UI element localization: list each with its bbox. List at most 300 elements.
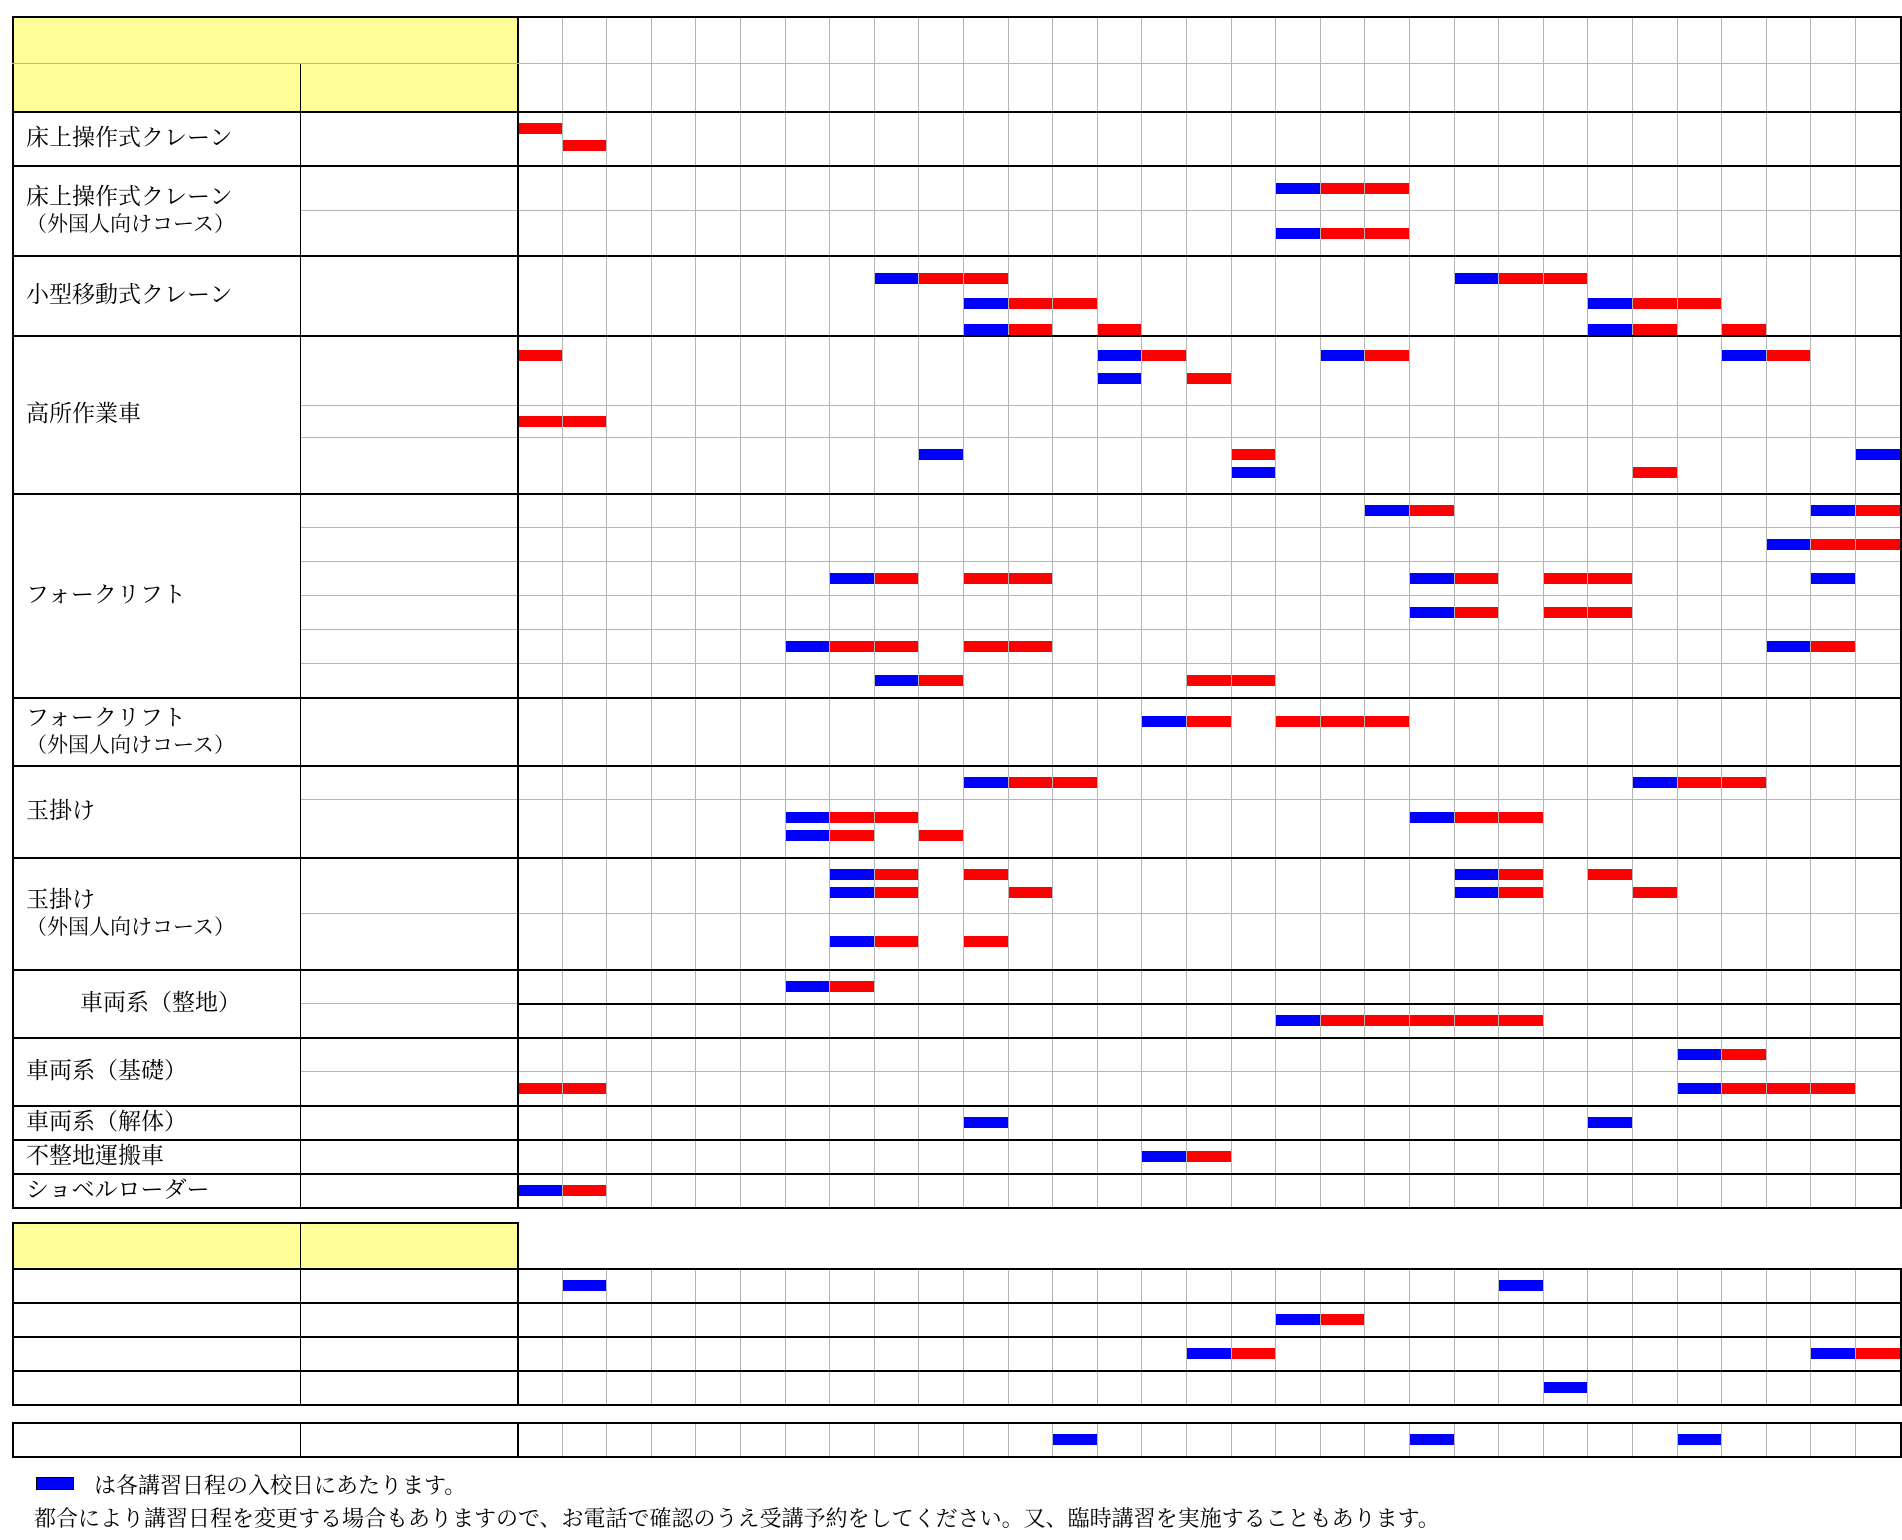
day-number [1052,16,1097,63]
group-border [12,335,1900,337]
weekday-label [1454,63,1499,111]
course-day-bar [1365,350,1409,361]
entry-day-bar [1410,573,1454,584]
weekday-label [1364,63,1409,111]
header-row-line [517,63,1900,64]
course-day-bar [964,869,1008,880]
course-day-bar [1722,1049,1766,1060]
entry-day-bar [964,1117,1008,1128]
group-border [12,857,1900,859]
course-day-bar [1009,573,1053,584]
entry-day-bar [1142,716,1186,727]
course-day-bar [919,675,963,686]
day-number [1498,16,1543,63]
entry-day-bar [1053,1434,1097,1445]
day-number [1008,16,1053,63]
course-cell [300,210,517,255]
course-day-bar [1633,887,1677,898]
course-day-bar [1633,324,1677,335]
entry-day-bar [786,981,830,992]
course-day-bar [1053,298,1097,309]
day-grid-line [1231,16,1232,1207]
subject-cell [12,165,300,255]
entry-day-bar [830,869,874,880]
header-bottom-border [12,111,1900,113]
course-day-bar [1365,183,1409,194]
day-grid-line [740,1422,741,1456]
course-header [300,63,517,111]
day-grid-line [963,16,964,1207]
entry-day-bar [1767,641,1811,652]
course-day-bar [964,273,1008,284]
improvement-subject-cell [12,1422,300,1456]
entry-day-bar [563,1280,607,1291]
course-day-bar [518,123,562,134]
course-cell [300,629,517,663]
subject-name: 車両系（基礎） [26,1057,187,1084]
subject-name: 床上操作式クレーン [26,183,233,210]
day-grid-line [829,1422,830,1456]
weekday-label [651,63,696,111]
subject-name: 車両系（整地） [80,989,241,1016]
entry-day-bar [786,830,830,841]
subject-course-divider [300,63,301,1207]
course-day-bar [1856,539,1900,550]
course-cell [300,799,517,857]
entry-day-bar [1410,1434,1454,1445]
day-number [1543,16,1588,63]
entry-day-bar [1588,324,1632,335]
entry-day-bar [1499,1280,1543,1291]
day-grid-line [1498,1422,1499,1456]
entry-day-bar [830,887,874,898]
group-border [12,697,1900,699]
entry-day-bar [1856,449,1900,460]
day-grid-line [1008,16,1009,1207]
weekday-label [1543,63,1588,111]
course-day-bar [1767,1083,1811,1094]
subject-name: フォークリフト [26,581,186,608]
weekday-label [562,63,607,111]
course-cell [300,335,517,405]
day-grid-line [785,1422,786,1456]
entry-day-bar [1276,228,1320,239]
special-divider [300,1268,301,1404]
special-subject-cell [12,1336,300,1370]
subject-note: （外国人向けコース） [26,733,235,758]
course-row-line [300,561,1900,562]
day-grid-line [1186,16,1187,1207]
entry-day-bar [1098,373,1142,384]
subject-name: 小型移動式クレーン [26,281,233,308]
course-day-bar [830,812,874,823]
subject-name: ショベルローダー [26,1176,210,1203]
course-day-bar [875,641,919,652]
table-top-border [12,16,1900,18]
course-day-bar [1276,716,1320,727]
day-number [1766,16,1811,63]
course-day-bar [1142,350,1186,361]
entry-day-bar [1811,1348,1855,1359]
special-schedule-divider [517,1222,519,1406]
course-day-bar [1187,373,1231,384]
day-grid-line [1275,1422,1276,1456]
day-grid-line [606,16,607,1207]
course-day-bar [964,936,1008,947]
course-day-bar [1321,228,1365,239]
course-day-bar [1544,607,1588,618]
course-day-bar [1811,1083,1855,1094]
course-day-bar [1009,777,1053,788]
day-grid-line [1052,16,1053,1207]
day-number [1810,16,1855,63]
day-grid-line [785,16,786,1207]
weekday-label [1810,63,1855,111]
course-row-line [300,629,1900,630]
weekday-label [1097,63,1142,111]
course-day-bar [518,1083,562,1094]
course-cell [300,595,517,629]
entry-day-bar [518,1185,562,1196]
improvement-bottom-border [12,1456,1900,1458]
table-bottom-border [12,1207,1900,1209]
day-grid-line [1231,1422,1232,1456]
weekday-label [1008,63,1053,111]
day-grid-line [829,16,830,1207]
day-grid-line [874,16,875,1207]
weekday-label [1275,63,1320,111]
course-cell [300,527,517,561]
entry-day-bar [1588,298,1632,309]
day-grid-line [1766,16,1767,1207]
course-cell [300,697,517,765]
course-day-bar [1856,505,1900,516]
day-grid-line [1810,1422,1811,1456]
entry-day-bar [786,641,830,652]
course-day-bar [830,830,874,841]
course-day-bar [1187,1151,1231,1162]
day-number [651,16,696,63]
subject-name: 玉掛け [26,886,95,913]
weekday-label [1141,63,1186,111]
course-day-bar [1588,607,1632,618]
course-cell [300,111,517,165]
course-day-bar [1499,1015,1543,1026]
special-subject-cell [12,1370,300,1404]
day-grid-line [1454,1422,1455,1456]
course-day-bar [1187,675,1231,686]
subject-cell [12,111,300,165]
course-day-bar [1722,324,1766,335]
day-number [1186,16,1231,63]
entry-day-bar [1544,1382,1588,1393]
day-number [1320,16,1365,63]
course-day-bar [1722,777,1766,788]
special-left-border [12,1268,14,1406]
course-day-bar [1499,273,1543,284]
day-grid-line [740,16,741,1207]
course-day-bar [1009,887,1053,898]
day-grid-line [1008,1422,1009,1456]
group-border [12,493,1900,495]
special-row-border [12,1302,1900,1304]
entry-day-bar [1811,573,1855,584]
entry-day-bar [1276,183,1320,194]
course-day-bar [1633,298,1677,309]
day-grid-line [1097,16,1098,1207]
day-number [1275,16,1320,63]
entry-day-bar [1187,1348,1231,1359]
special-course-cell [300,1336,517,1370]
course-day-bar [1633,467,1677,478]
day-grid-line [651,1422,652,1456]
day-grid-line [1587,1422,1588,1456]
course-cell [300,493,517,527]
weekday-label [1498,63,1543,111]
entry-day-bar [1455,887,1499,898]
day-number [695,16,740,63]
course-cell [300,437,517,493]
entry-day-bar [1276,1015,1320,1026]
course-day-bar [563,416,607,427]
course-day-bar [875,869,919,880]
subject-cell [12,493,300,697]
special-header-divider [300,1222,301,1268]
entry-day-bar [1633,777,1677,788]
entry-day-bar [1767,539,1811,550]
special-course-header [300,1222,517,1268]
course-day-bar [1321,1015,1365,1026]
course-day-bar [1856,1348,1900,1359]
subject-name: 車両系（解体） [26,1108,187,1135]
course-day-bar [1499,887,1543,898]
weekday-label [918,63,963,111]
course-day-bar [1232,1348,1276,1359]
entry-day-bar [1410,812,1454,823]
group-border [12,165,1900,167]
weekday-label [829,63,874,111]
course-cell [300,1071,517,1105]
course-row-line [300,527,1900,528]
special-bottom-border [12,1404,1900,1406]
header-row-line [12,63,517,64]
weekday-label [1721,63,1766,111]
day-grid-line [1141,16,1142,1207]
subject-name: 高所作業車 [26,400,141,427]
weekday-label [517,63,562,111]
day-number [740,16,785,63]
entry-day-bar [1678,1049,1722,1060]
day-grid-line [651,16,652,1207]
special-row-border [12,1336,1900,1338]
course-cell [300,913,517,969]
course-day-bar [1678,298,1722,309]
weekday-label [1186,63,1231,111]
entry-day-bar [964,298,1008,309]
legend-note: は各講習日程の入校日にあたります。 [94,1474,467,1499]
day-grid-line [1632,1422,1633,1456]
subject-cell [12,255,300,335]
course-row-line [300,405,1900,406]
course-cell [300,857,517,913]
entry-day-bar [1410,607,1454,618]
course-day-bar [1232,675,1276,686]
day-number [1364,16,1409,63]
day-grid-line [1677,16,1678,1207]
entry-day-bar [1722,350,1766,361]
entry-day-bar [1321,350,1365,361]
course-day-bar [1455,607,1499,618]
weekday-label [606,63,651,111]
day-number [829,16,874,63]
entry-day-bar [1678,1434,1722,1445]
table-right-border [1900,16,1902,1209]
day-grid-line [1275,16,1276,1207]
subject-name: フォークリフト [26,704,186,731]
day-grid-line [1810,16,1811,1207]
course-day-bar [919,830,963,841]
entry-day-bar [1678,1083,1722,1094]
schedule-row-border [517,1003,1900,1005]
course-row-line [300,913,1900,914]
course-day-bar [1410,505,1454,516]
entry-day-bar [1098,350,1142,361]
group-border [12,1037,1900,1039]
course-day-bar [964,573,1008,584]
group-border [12,255,1900,257]
entry-day-bar [1232,467,1276,478]
course-day-bar [1499,812,1543,823]
subject-cell [12,857,300,969]
subject-name: 玉掛け [26,797,95,824]
entry-day-bar [830,573,874,584]
weekday-label [740,63,785,111]
course-row-line [300,437,1900,438]
course-day-bar [1811,641,1855,652]
entry-day-bar [919,449,963,460]
entry-day-bar [786,812,830,823]
course-day-bar [1767,350,1811,361]
day-number [606,16,651,63]
day-number [1454,16,1499,63]
day-grid-line [918,1422,919,1456]
course-day-bar [1410,1015,1454,1026]
course-cell [300,405,517,437]
day-number [1855,16,1900,63]
course-row-line [300,799,1900,800]
course-row-line [300,595,1900,596]
entry-day-bar [1588,1117,1632,1128]
day-grid-line [1766,1422,1767,1456]
day-grid-line [562,16,563,1207]
group-border [12,1173,1900,1175]
course-day-bar [1321,1314,1365,1325]
day-grid-line [1855,1422,1856,1456]
subject-header [12,63,300,111]
subject-note: （外国人向けコース） [26,212,235,237]
subject-cell [12,1139,300,1173]
course-day-bar [1009,324,1053,335]
day-number [1632,16,1677,63]
course-cell [300,561,517,595]
entry-day-bar [964,777,1008,788]
subject-cell [12,1173,300,1207]
entry-day-bar [1276,1314,1320,1325]
schedule-notice: 都合により講習日程を変更する場合もありますので、お電話で確認のうえ受講予約をしてください。又、臨時講習を実施することもあります。 [34,1507,1440,1532]
weekday-label [1632,63,1677,111]
special-header-top [12,1222,517,1224]
day-grid-line [1721,16,1722,1207]
special-header-left [12,1222,14,1268]
day-number [785,16,830,63]
course-day-bar [1722,1083,1766,1094]
entry-day-bar [1455,869,1499,880]
day-grid-line [1097,1422,1098,1456]
course-cell [300,1037,517,1071]
day-number [1721,16,1766,63]
day-number [1231,16,1276,63]
course-day-bar [875,936,919,947]
course-day-bar [518,416,562,427]
subject-cell [12,969,300,1037]
weekday-label [874,63,919,111]
improvement-course-cell [300,1422,517,1456]
entry-day-bar [875,273,919,284]
course-day-bar [1098,324,1142,335]
day-grid-line [1186,1422,1187,1456]
improvement-divider [300,1422,301,1456]
subject-name: 床上操作式クレーン [26,124,233,151]
subject-cell [12,335,300,493]
course-cell [300,765,517,799]
day-grid-line [1543,1422,1544,1456]
special-subject-cell [12,1268,300,1302]
course-day-bar [830,981,874,992]
day-grid-line [1320,1422,1321,1456]
course-day-bar [1544,273,1588,284]
improvement-top-border [12,1422,1900,1424]
weekday-label [1320,63,1365,111]
course-day-bar [563,1083,607,1094]
day-grid-line [1632,16,1633,1207]
subject-name: 不整地運搬車 [26,1142,164,1169]
day-grid-line [695,1422,696,1456]
course-schedule-divider [517,16,519,1209]
course-day-bar [1544,573,1588,584]
group-border [12,1105,1900,1107]
weekday-label [963,63,1008,111]
weekday-label [1052,63,1097,111]
subject-cell [12,1037,300,1105]
special-subject-header [12,1222,300,1268]
weekday-label [1677,63,1722,111]
course-day-bar [875,573,919,584]
entry-day-legend-swatch [36,1477,74,1490]
group-border [12,969,1900,971]
special-subject-cell [12,1302,300,1336]
day-grid-line [1141,1422,1142,1456]
day-grid-line [1364,16,1365,1207]
course-day-bar [1053,777,1097,788]
course-day-bar [1365,1015,1409,1026]
day-number [918,16,963,63]
course-cell [300,255,517,335]
special-course-cell [300,1268,517,1302]
course-day-bar [919,273,963,284]
course-day-bar [830,641,874,652]
day-number [1141,16,1186,63]
course-day-bar [1678,777,1722,788]
